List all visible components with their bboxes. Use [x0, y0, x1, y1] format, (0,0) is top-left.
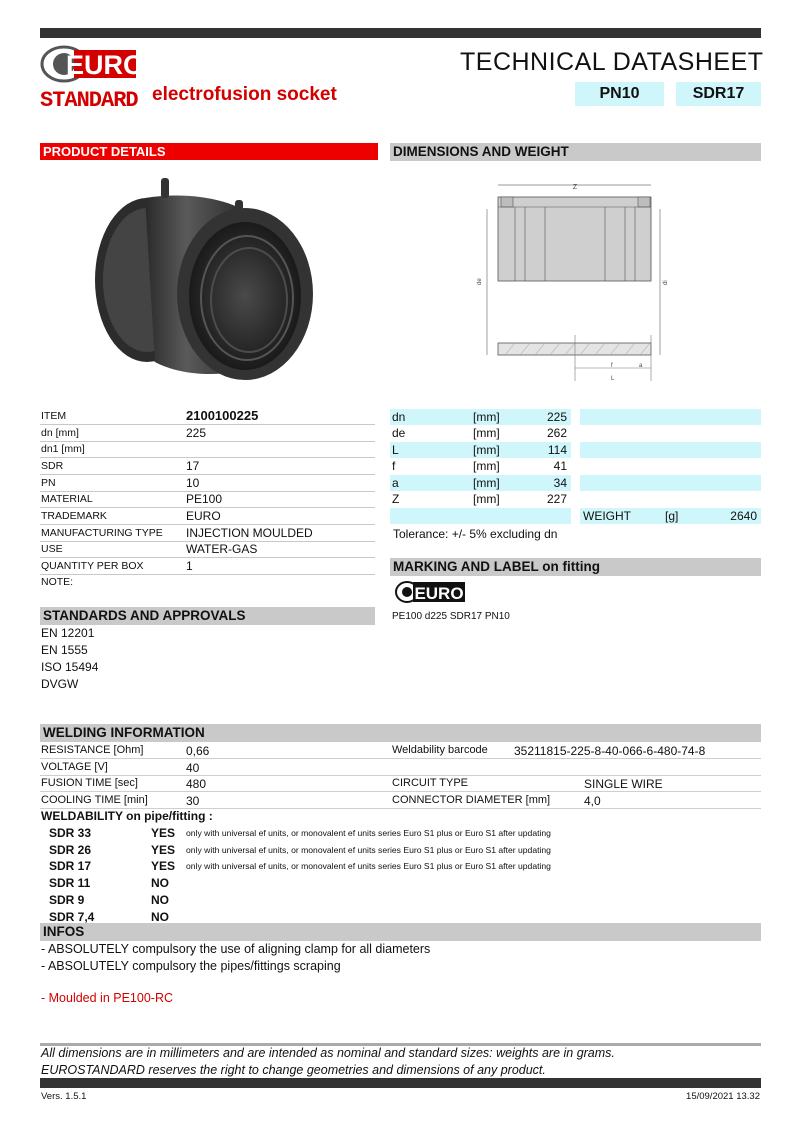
weldability-sdr: SDR 33: [49, 826, 92, 840]
drawing-label-z: Z: [572, 184, 578, 191]
weight-spacer: [580, 442, 761, 458]
dimension-value: 227: [546, 492, 567, 506]
weight-spacer: [580, 425, 761, 441]
weldability-sdr: SDR 26: [49, 842, 92, 857]
section-marking: MARKING AND LABEL on fitting: [390, 558, 761, 576]
weight-unit: [g]: [665, 509, 679, 523]
dimension-name: L: [392, 443, 399, 457]
product-row: [40, 458, 375, 475]
product-row-key: SDR: [41, 460, 64, 472]
bottom-bar: [40, 1078, 761, 1088]
weight-spacer: [580, 475, 761, 491]
product-row-value: EURO: [186, 509, 221, 523]
product-row: [40, 475, 375, 492]
eurostandard-logo: [40, 44, 145, 114]
standard-item: EN 1555: [41, 643, 88, 657]
dimension-row: [390, 475, 571, 491]
dimension-unit: [mm]: [473, 426, 500, 440]
product-row-key: MANUFACTURING TYPE: [41, 527, 163, 539]
weldability-note: only with universal ef units, or monovalent ef units series Euro S1 plus or Euro S1 after updating: [186, 828, 551, 838]
tolerance-text: Tolerance: +/- 5% excluding dn: [393, 527, 558, 541]
welding-row: [40, 742, 761, 759]
page-title: TECHNICAL DATASHEET: [460, 48, 764, 76]
section-infos: INFOS: [40, 923, 761, 941]
dimension-unit: [mm]: [473, 492, 500, 506]
dimension-row: [390, 442, 571, 458]
product-row-value: WATER-GAS: [186, 542, 258, 556]
info-line-2: - ABSOLUTELY compulsory the pipes/fittings scraping: [41, 959, 341, 973]
product-row-value: 225: [186, 426, 207, 440]
standard-item: DVGW: [41, 677, 79, 691]
weldability-sdr: SDR 9: [49, 892, 85, 907]
dimension-unit: [mm]: [473, 476, 500, 490]
info-line-1: - ABSOLUTELY compulsory the use of aligning clamp for all diameters: [41, 942, 431, 956]
welding-row: [40, 759, 761, 776]
weldability-sdr: SDR 7,4: [49, 909, 95, 924]
footer-line-1: All dimensions are in millimeters and are intended as nominal and standard sizes: weights are in grams.: [41, 1046, 615, 1060]
dimension-name: a: [392, 476, 399, 490]
welding-value: 40: [186, 760, 200, 775]
weldability-result: YES: [151, 826, 176, 840]
drawing-label-l: L: [611, 376, 615, 382]
dimension-blank-row: [390, 508, 571, 524]
logo-top-text: EURO: [65, 50, 145, 80]
product-row: [40, 441, 375, 458]
product-row-key: MATERIAL: [41, 493, 93, 505]
standard-item: EN 12201: [41, 626, 95, 640]
weldability-row: [40, 875, 761, 891]
weldability-row: [40, 858, 761, 874]
weldability-result: NO: [151, 876, 169, 891]
dimension-value: 41: [553, 459, 567, 473]
dimension-unit: [mm]: [473, 459, 500, 473]
product-row-key: dn [mm]: [41, 427, 79, 439]
drawing-label-di: di: [663, 280, 669, 285]
dimension-row: [390, 409, 571, 425]
weldability-sdr: SDR 11: [49, 876, 91, 891]
welding-key-2: CONNECTOR DIAMETER [mm]: [392, 794, 551, 807]
weldability-note: only with universal ef units, or monovalent ef units series Euro S1 plus or Euro S1 after updating: [186, 844, 551, 855]
weldability-sdr: SDR 17: [49, 859, 92, 874]
weldability-row: [40, 825, 761, 841]
weldability-result: NO: [151, 909, 169, 924]
welding-key: FUSION TIME [sec]: [41, 777, 138, 790]
dimension-value: 34: [553, 476, 567, 490]
product-row: [40, 491, 375, 508]
product-row: [40, 574, 375, 590]
welding-row: [40, 792, 761, 809]
welding-value-2: SINGLE WIRE: [584, 777, 663, 792]
product-row-key: PN: [41, 477, 56, 489]
dimension-value: 262: [546, 426, 567, 440]
weldability-row: [40, 892, 761, 908]
welding-value: 30: [186, 794, 200, 809]
dimension-value: 114: [547, 443, 567, 457]
product-image: [85, 172, 325, 382]
marking-logo: [395, 580, 467, 609]
footer-date: 15/09/2021 13.32: [686, 1091, 760, 1102]
weldability-result: YES: [151, 842, 176, 857]
dimension-unit: [mm]: [473, 443, 500, 457]
dimension-name: de: [392, 426, 406, 440]
product-row-key: QUANTITY PER BOX: [41, 560, 144, 572]
weldability-row: [40, 842, 761, 858]
product-row-value: 1: [186, 559, 193, 573]
welding-key-2: Weldability barcode: [392, 744, 488, 756]
product-row-value: PE100: [186, 492, 223, 506]
product-row-key: TRADEMARK: [41, 510, 107, 522]
dimension-drawing: [475, 175, 675, 385]
welding-key: VOLTAGE [V]: [41, 760, 108, 773]
dimension-name: Z: [392, 492, 400, 506]
dimension-name: f: [392, 459, 396, 473]
product-row-value: 2100100225: [186, 408, 259, 423]
welding-value: 0,66: [186, 744, 210, 758]
product-row: [40, 425, 375, 442]
product-row-key: dn1 [mm]: [41, 443, 85, 455]
dimension-name: dn: [392, 410, 406, 424]
drawing-label-a: a: [639, 363, 643, 369]
welding-row: [40, 775, 761, 792]
dimension-row: [390, 458, 571, 474]
section-product-details: PRODUCT DETAILS: [40, 143, 378, 160]
section-dimensions: DIMENSIONS AND WEIGHT: [390, 143, 761, 161]
product-row: [40, 558, 375, 575]
logo-bottom-text: STANDARD: [40, 88, 138, 113]
weight-spacer: [580, 409, 761, 425]
welding-key-2: CIRCUIT TYPE: [392, 777, 468, 790]
product-row: [40, 525, 375, 542]
euro-logo-mark: [40, 44, 145, 84]
drawing-label-de: de: [477, 278, 483, 285]
product-row: [40, 541, 375, 558]
footer-version: Vers. 1.5.1: [41, 1091, 87, 1102]
drawing-label-f: f: [611, 363, 613, 369]
dimension-unit: [mm]: [473, 410, 500, 424]
welding-value: 480: [186, 777, 207, 792]
footer-line-2: EUROSTANDARD reserves the right to change geometries and dimensions of any product.: [41, 1063, 546, 1077]
weight-label: WEIGHT: [583, 509, 631, 523]
weight-spacer: [580, 491, 761, 507]
badge-sdr: SDR17: [676, 82, 761, 106]
marking-text: PE100 d225 SDR17 PN10: [392, 611, 510, 622]
section-standards: STANDARDS AND APPROVALS: [40, 607, 375, 625]
weldability-result: YES: [151, 859, 176, 874]
product-subtitle: electrofusion socket: [152, 84, 337, 105]
product-row: [40, 408, 375, 425]
product-row: [40, 508, 375, 525]
weight-value: 2640: [730, 509, 757, 523]
weight-row: [580, 508, 761, 524]
product-row-value: 17: [186, 459, 200, 473]
product-row-key: USE: [41, 543, 63, 555]
welding-key: COOLING TIME [min]: [41, 794, 148, 807]
info-red-line: - Moulded in PE100-RC: [41, 991, 174, 1005]
standard-item: ISO 15494: [41, 660, 99, 674]
dimension-row: [390, 491, 571, 507]
product-row-value: INJECTION MOULDED: [186, 526, 313, 540]
dimension-value: 225: [546, 410, 567, 424]
product-row-value: 10: [186, 476, 200, 490]
weldability-note: only with universal ef units, or monovalent ef units series Euro S1 plus or Euro S1 after updating: [186, 861, 551, 872]
weldability-result: NO: [151, 892, 169, 907]
weldability-title: WELDABILITY on pipe/fitting :: [41, 809, 213, 823]
welding-value-2: 35211815-225-8-40-066-6-480-74-8: [514, 744, 706, 758]
dimension-row: [390, 425, 571, 441]
section-welding: WELDING INFORMATION: [40, 724, 761, 742]
marking-logo-text: EURO: [414, 584, 464, 603]
product-row-key: NOTE:: [41, 576, 74, 588]
badge-pn: PN10: [575, 82, 664, 106]
welding-value-2: 4,0: [584, 794, 601, 809]
welding-key: RESISTANCE [Ohm]: [41, 744, 144, 756]
top-bar: [40, 28, 761, 38]
product-row-key: ITEM: [41, 410, 67, 422]
weight-spacer: [580, 458, 761, 474]
